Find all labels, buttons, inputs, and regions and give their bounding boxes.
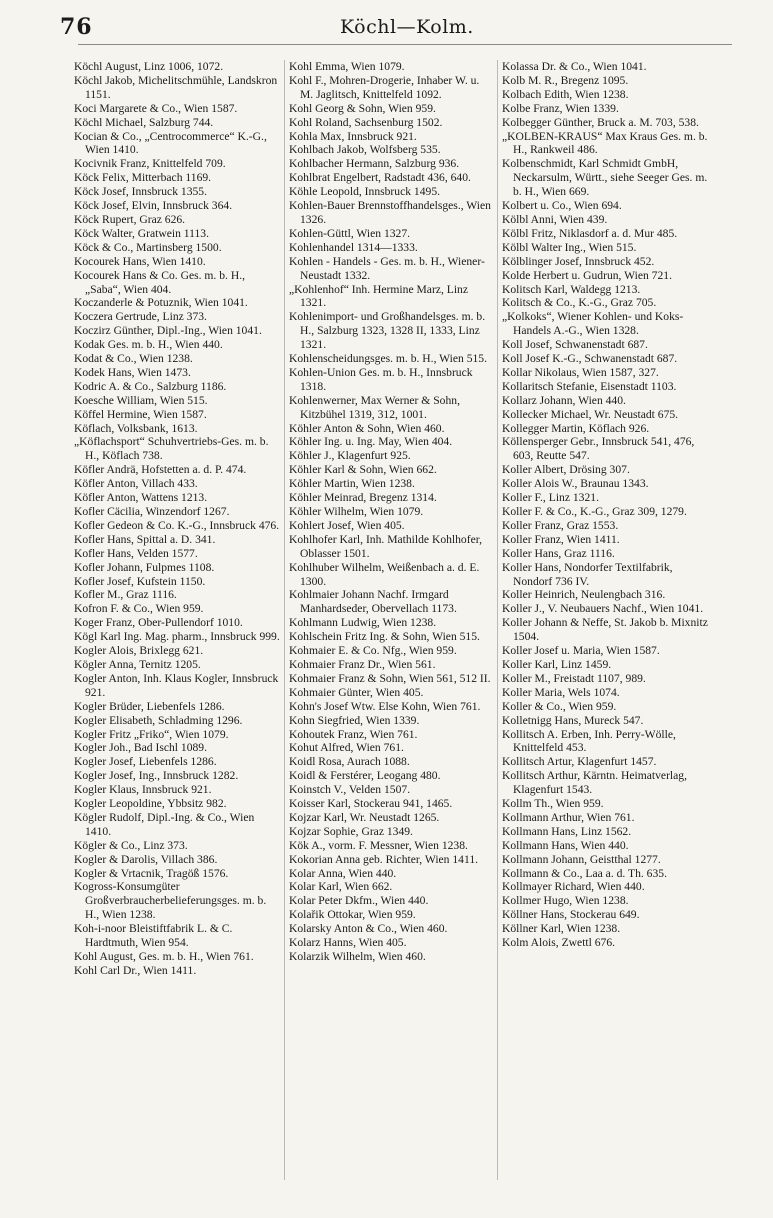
directory-entry: Koller Franz, Graz 1553. [502, 518, 619, 532]
directory-entry: Koidl & Ferstérer, Leogang 480. [289, 769, 441, 783]
directory-entry: Kollar Nikolaus, Wien 1587, 327. [502, 365, 659, 379]
directory-entry: Kölbl Anni, Wien 439. [502, 212, 608, 226]
directory-entry: Kollarz Johann, Wien 440. [502, 393, 626, 407]
directory-entry: Köchl Jakob, Michelitschmühle, Landskron 1151. [74, 73, 278, 101]
column-1 [74, 60, 280, 978]
directory-entry: Köllensperger Gebr., Innsbruck 541, 476, 603, Reutte 547. [502, 435, 695, 463]
directory-entry: Koczirz Günther, Dipl.-Ing., Wien 1041. [74, 324, 262, 338]
directory-entry: Kohmaier E. & Co. Nfg., Wien 959. [289, 644, 457, 658]
directory-entry: Koller Alois W., Braunau 1343. [502, 477, 649, 491]
directory-entry: Kögler & Co., Linz 373. [74, 838, 188, 852]
directory-entry: Kollmer Hugo, Wien 1238. [502, 894, 629, 908]
column-divider [497, 60, 498, 1180]
directory-entry: Koll Josef K.-G., Schwanenstadt 687. [502, 352, 678, 366]
directory-entry: Koger Franz, Ober-Pullendorf 1010. [74, 616, 243, 630]
directory-entry: Kohlen-Union Ges. m. b. H., Innsbruck 1318. [289, 365, 473, 393]
directory-entry: Koller Albert, Drösing 307. [502, 463, 630, 477]
directory-entry: Kolařik Ottokar, Wien 959. [289, 908, 416, 922]
directory-entry: „Köflachsport“ Schuhvertriebs-Ges. m. b. H., Köflach 738. [74, 435, 269, 463]
directory-entry: Köck Felix, Mitterbach 1169. [74, 171, 212, 185]
directory-entry: Kollmann Hans, Wien 440. [502, 838, 629, 852]
directory-entry: Kollitsch Artur, Klagenfurt 1457. [502, 755, 657, 769]
directory-entry: Kogler Leopoldine, Ybbsitz 982. [74, 797, 227, 811]
column-2 [289, 60, 494, 964]
directory-entry: Kocivnik Franz, Knittelfeld 709. [74, 157, 226, 171]
directory-entry: Kofler Gedeon & Co. K.-G., Innsbruck 476. [74, 518, 280, 532]
directory-entry: Kogler Joh., Bad Ischl 1089. [74, 741, 207, 755]
directory-entry: Kojzar Sophie, Graz 1349. [289, 824, 413, 838]
directory-entry: Kölbl Fritz, Niklasdorf a. d. Mur 485. [502, 226, 678, 240]
directory-entry: Kohlbacher Hermann, Salzburg 936. [289, 157, 460, 171]
directory-entry: Kocourek Hans, Wien 1410. [74, 254, 206, 268]
directory-entry: Kogler Klaus, Innsbruck 921. [74, 783, 212, 797]
directory-entry: Kohlenwerner, Max Werner & Sohn, Kitzbühel 1319, 312, 1001. [289, 393, 460, 421]
directory-entry: Kolarsky Anton & Co., Wien 460. [289, 922, 448, 936]
directory-entry: Kohlen - Handels - Ges. m. b. H., Wiener-Neustadt 1332. [289, 254, 485, 282]
directory-entry: Köflach, Volksbank, 1613. [74, 421, 198, 435]
directory-entry: Kofler M., Graz 1116. [74, 588, 177, 602]
directory-entry: Kohlert Josef, Wien 405. [289, 518, 405, 532]
directory-entry: „KOLBEN-KRAUS“ Max Kraus Ges. m. b. H., Rankweil 486. [502, 129, 708, 157]
directory-entry: Kogler Josef, Liebenfels 1286. [74, 755, 217, 769]
directory-entry: Koller J., V. Neubauers Nachf., Wien 1041. [502, 602, 704, 616]
directory-entry: Kollaritsch Stefanie, Eisenstadt 1103. [502, 379, 677, 393]
directory-entry: Köhle Leopold, Innsbruck 1495. [289, 185, 441, 199]
directory-entry: Köhler Martin, Wien 1238. [289, 477, 415, 491]
directory-entry: Kök A., vorm. F. Messner, Wien 1238. [289, 838, 468, 852]
directory-entry: Kolb M. R., Bregenz 1095. [502, 73, 629, 87]
directory-entry: Kohlen-Bauer Brennstoffhandelsges., Wien 1326. [289, 199, 491, 226]
directory-entry: Kohlmaier Johann Nachf. Irmgard Manhardseder, Obervellach 1173. [289, 588, 457, 616]
directory-entry: Kogler Elisabeth, Schladming 1296. [74, 713, 243, 727]
directory-entry: Köfler Anton, Villach 433. [74, 477, 198, 491]
directory-entry: Kodric A. & Co., Salzburg 1186. [74, 379, 227, 393]
directory-entry: Kollmann & Co., Laa a. d. Th. 635. [502, 866, 667, 880]
directory-entry: „Kolkoks“, Wiener Kohlen- und Koks-Handels A.-G., Wien 1328. [502, 310, 684, 338]
directory-entry: Köck Josef, Innsbruck 1355. [74, 185, 207, 199]
directory-entry: Kogler Josef, Ing., Innsbruck 1282. [74, 769, 239, 783]
directory-entry: Kollecker Michael, Wr. Neustadt 675. [502, 407, 679, 421]
directory-entry: Kohl Carl Dr., Wien 1411. [74, 963, 197, 977]
directory-entry: Koller Heinrich, Neulengbach 316. [502, 588, 666, 602]
directory-entry: Kolar Anna, Wien 440. [289, 866, 397, 880]
header-rule [78, 44, 732, 45]
directory-entry: Koller Hans, Nondorfer Textilfabrik, Nondorf 736 IV. [502, 560, 673, 588]
directory-entry: Kögl Karl Ing. Mag. pharm., Innsbruck 999. [74, 630, 280, 644]
directory-entry: Köfler Andrä, Hofstetten a. d. P. 474. [74, 463, 247, 477]
page-number: 76 [60, 14, 93, 40]
directory-entry: Koller Franz, Wien 1411. [502, 532, 620, 546]
directory-entry: Kohl Roland, Sachsenburg 1502. [289, 115, 443, 129]
directory-entry: Kollmann Hans, Linz 1562. [502, 824, 632, 838]
directory-entry: Koci Margarete & Co., Wien 1587. [74, 101, 238, 115]
directory-entry: Kofler Hans, Velden 1577. [74, 546, 198, 560]
directory-entry: Koller Maria, Wels 1074. [502, 685, 620, 699]
directory-entry: Kohn's Josef Wtw. Else Kohn, Wien 761. [289, 699, 481, 713]
page-header [60, 14, 750, 44]
directory-entry: Kolletnigg Hans, Mureck 547. [502, 713, 644, 727]
directory-entry: Kohlenimport- und Großhandelsges. m. b. H., Salzburg 1323, 1328 II, 1333, Linz 1321. [289, 310, 486, 352]
directory-entry: Kohlhuber Wilhelm, Weißenbach a. d. E. 1300. [289, 560, 480, 588]
directory-entry: Kohlbrat Engelbert, Radstadt 436, 640. [289, 171, 471, 185]
directory-entry: Kolar Peter Dkfm., Wien 440. [289, 894, 429, 908]
directory-entry: Kolm Alois, Zwettl 676. [502, 936, 616, 950]
directory-entry: Kögler Anna, Ternitz 1205. [74, 657, 201, 671]
directory-entry: Koller Josef u. Maria, Wien 1587. [502, 644, 660, 658]
directory-entry: Kolarz Hanns, Wien 405. [289, 936, 407, 950]
directory-entry: Köck Josef, Elvin, Innsbruck 364. [74, 199, 233, 213]
directory-entry: Kodat & Co., Wien 1238. [74, 352, 193, 366]
directory-entry: Kocourek Hans & Co. Ges. m. b. H., „Saba“, Wien 404. [74, 268, 245, 296]
directory-entry: Kollitsch A. Erben, Inh. Perry-Wölle, Knittelfeld 453. [502, 727, 676, 755]
directory-entry: Kofler Hans, Spittal a. D. 341. [74, 532, 216, 546]
directory-entry: Kollmann Johann, Geistthal 1277. [502, 852, 661, 866]
directory-entry: Koh-i-noor Bleistiftfabrik L. & C. Hardtmuth, Wien 954. [74, 922, 233, 950]
directory-entry: Kojzar Karl, Wr. Neustadt 1265. [289, 810, 440, 824]
directory-entry: Köchl August, Linz 1006, 1072. [74, 60, 224, 73]
directory-entry: Kolitsch & Co., K.-G., Graz 705. [502, 296, 657, 310]
directory-entry: Kogler & Vrtacnik, Tragöß 1576. [74, 866, 229, 880]
directory-entry: Kolbe Franz, Wien 1339. [502, 101, 619, 115]
directory-entry: Kogler Brüder, Liebenfels 1286. [74, 699, 225, 713]
directory-entry: Kohla Max, Innsbruck 921. [289, 129, 417, 143]
directory-entry: Kohlen-Güttl, Wien 1327. [289, 226, 411, 240]
directory-entry: Koller Hans, Graz 1116. [502, 546, 615, 560]
directory-entry: Köfler Anton, Wattens 1213. [74, 491, 208, 505]
directory-entry: Kofler Johann, Fulpmes 1108. [74, 560, 215, 574]
column-divider [284, 60, 285, 1180]
directory-entry: Köhler Meinrad, Bregenz 1314. [289, 491, 437, 505]
directory-entry: Köllner Hans, Stockerau 649. [502, 908, 640, 922]
directory-entry: Koczanderle & Potuznik, Wien 1041. [74, 296, 248, 310]
directory-entry: Köhler J., Klagenfurt 925. [289, 449, 411, 463]
directory-entry: Köck Rupert, Graz 626. [74, 212, 186, 226]
directory-entry: Kohut Alfred, Wien 761. [289, 741, 404, 755]
directory-entry: Koller F., Linz 1321. [502, 491, 599, 505]
directory-entry: Koller F. & Co., K.-G., Graz 309, 1279. [502, 505, 687, 518]
directory-entry: Kolar Karl, Wien 662. [289, 880, 393, 894]
directory-entry: Köhler Karl & Sohn, Wien 662. [289, 463, 437, 477]
directory-entry: Kölbl Walter Ing., Wien 515. [502, 240, 637, 254]
directory-entry: Koller M., Freistadt 1107, 989. [502, 671, 646, 685]
directory-entry: Kohlmann Ludwig, Wien 1238. [289, 616, 437, 630]
directory-entry: Kofler Josef, Kufstein 1150. [74, 574, 206, 588]
directory-entry: Kohlenhandel 1314—1333. [289, 240, 418, 254]
directory-entry: Kohmaier Günter, Wien 405. [289, 685, 424, 699]
directory-entry: Köck & Co., Martinsberg 1500. [74, 240, 222, 254]
directory-entry: Kogler Alois, Brixlegg 621. [74, 644, 204, 658]
directory-entry: Kokorian Anna geb. Richter, Wien 1411. [289, 852, 479, 866]
directory-entry: Kodak Ges. m. b. H., Wien 440. [74, 338, 223, 352]
directory-entry: Kohmaier Franz & Sohn, Wien 561, 512 II. [289, 671, 491, 685]
directory-entry: Koller Karl, Linz 1459. [502, 657, 612, 671]
directory-entry: Kolbach Edith, Wien 1238. [502, 87, 629, 101]
directory-entry: Kollitsch Arthur, Kärntn. Heimatverlag, Klagenfurt 1543. [502, 769, 687, 797]
directory-entry: Kocian & Co., „Centrocommerce“ K.-G., Wien 1410. [74, 129, 267, 157]
directory-entry: Kogler Anton, Inh. Klaus Kogler, Innsbruck 921. [74, 671, 279, 699]
directory-entry: Koller Johann & Neffe, St. Jakob b. Mixnitz 1504. [502, 616, 708, 644]
directory-entry: Kolde Herbert u. Gudrun, Wien 721. [502, 268, 672, 282]
directory-entry: Kollmann Arthur, Wien 761. [502, 810, 635, 824]
directory-entry: Kohoutek Franz, Wien 761. [289, 727, 418, 741]
directory-entry: Kolassa Dr. & Co., Wien 1041. [502, 60, 647, 73]
directory-entry: Kolbenschmidt, Karl Schmidt GmbH, Neckarsulm, Württ., siehe Seeger Ges. m. b. H., Wien 669. [502, 157, 708, 199]
directory-entry: Kohmaier Franz Dr., Wien 561. [289, 657, 436, 671]
directory-entry: „Kohlenhof“ Inh. Hermine Marz, Linz 1321. [289, 282, 468, 310]
directory-entry: Kölblinger Josef, Innsbruck 452. [502, 254, 655, 268]
directory-entry: Koesche William, Wien 515. [74, 393, 208, 407]
directory-entry: Kohn Siegfried, Wien 1339. [289, 713, 420, 727]
directory-entry: Kohl Georg & Sohn, Wien 959. [289, 101, 436, 115]
directory-entry: Kogler & Darolis, Villach 386. [74, 852, 218, 866]
directory-entry: Koinstch V., Velden 1507. [289, 783, 411, 797]
directory-entry: Kollmayer Richard, Wien 440. [502, 880, 645, 894]
directory-entry: Kolbert u. Co., Wien 694. [502, 199, 622, 213]
directory-entry: Koller & Co., Wien 959. [502, 699, 617, 713]
directory-entry: Kohlhofer Karl, Inh. Mathilde Kohlhofer, Oblasser 1501. [289, 532, 483, 560]
directory-entry: Kofron F. & Co., Wien 959. [74, 602, 204, 616]
directory-entry: Köhler Wilhelm, Wien 1079. [289, 505, 424, 518]
directory-entry: Köck Walter, Gratwein 1113. [74, 226, 210, 240]
directory-entry: Kogross-Konsumgüter Großverbraucherbelieferungsges. m. b. H., Wien 1238. [74, 880, 267, 922]
directory-entry: Kohl Emma, Wien 1079. [289, 60, 405, 73]
column-3 [502, 60, 710, 950]
directory-entry: Kollegger Martin, Köflach 926. [502, 421, 650, 435]
directory-entry: Koll Josef, Schwanenstadt 687. [502, 338, 648, 352]
directory-entry: Kolbegger Günther, Bruck a. M. 703, 538. [502, 115, 699, 129]
directory-entry: Köllner Karl, Wien 1238. [502, 922, 621, 936]
directory-entry: Kohl F., Mohren-Drogerie, Inhaber W. u. M. Jaglitsch, Knittelfeld 1092. [289, 73, 480, 101]
directory-entry: Kohl August, Ges. m. b. H., Wien 761. [74, 950, 254, 963]
directory-entry: Köhler Anton & Sohn, Wien 460. [289, 421, 445, 435]
directory-entry: Köffel Hermine, Wien 1587. [74, 407, 207, 421]
directory-entry: Köhler Ing. u. Ing. May, Wien 404. [289, 435, 453, 449]
directory-entry: Koidl Rosa, Aurach 1088. [289, 755, 410, 769]
directory-entry: Kofler Cäcilia, Winzendorf 1267. [74, 505, 230, 518]
page-title: Köchl—Kolm. [340, 16, 474, 38]
directory-entry: Koisser Karl, Stockerau 941, 1465. [289, 797, 453, 811]
directory-entry: Kögler Rudolf, Dipl.-Ing. & Co., Wien 1410. [74, 810, 255, 838]
directory-entry: Koczera Gertrude, Linz 373. [74, 310, 207, 324]
directory-entry: Kohlschein Fritz Ing. & Sohn, Wien 515. [289, 630, 480, 644]
directory-entry: Kohlenscheidungsges. m. b. H., Wien 515. [289, 352, 487, 366]
directory-entry: Kolitsch Karl, Waldegg 1213. [502, 282, 641, 296]
directory-entry: Kogler Fritz „Friko“, Wien 1079. [74, 727, 229, 741]
directory-entry: Kolarzik Wilhelm, Wien 460. [289, 950, 426, 963]
directory-entry: Kollm Th., Wien 959. [502, 797, 604, 811]
directory-entry: Köchl Michael, Salzburg 744. [74, 115, 214, 129]
directory-entry: Kodek Hans, Wien 1473. [74, 365, 191, 379]
directory-entry: Kohlbach Jakob, Wolfsberg 535. [289, 143, 441, 157]
